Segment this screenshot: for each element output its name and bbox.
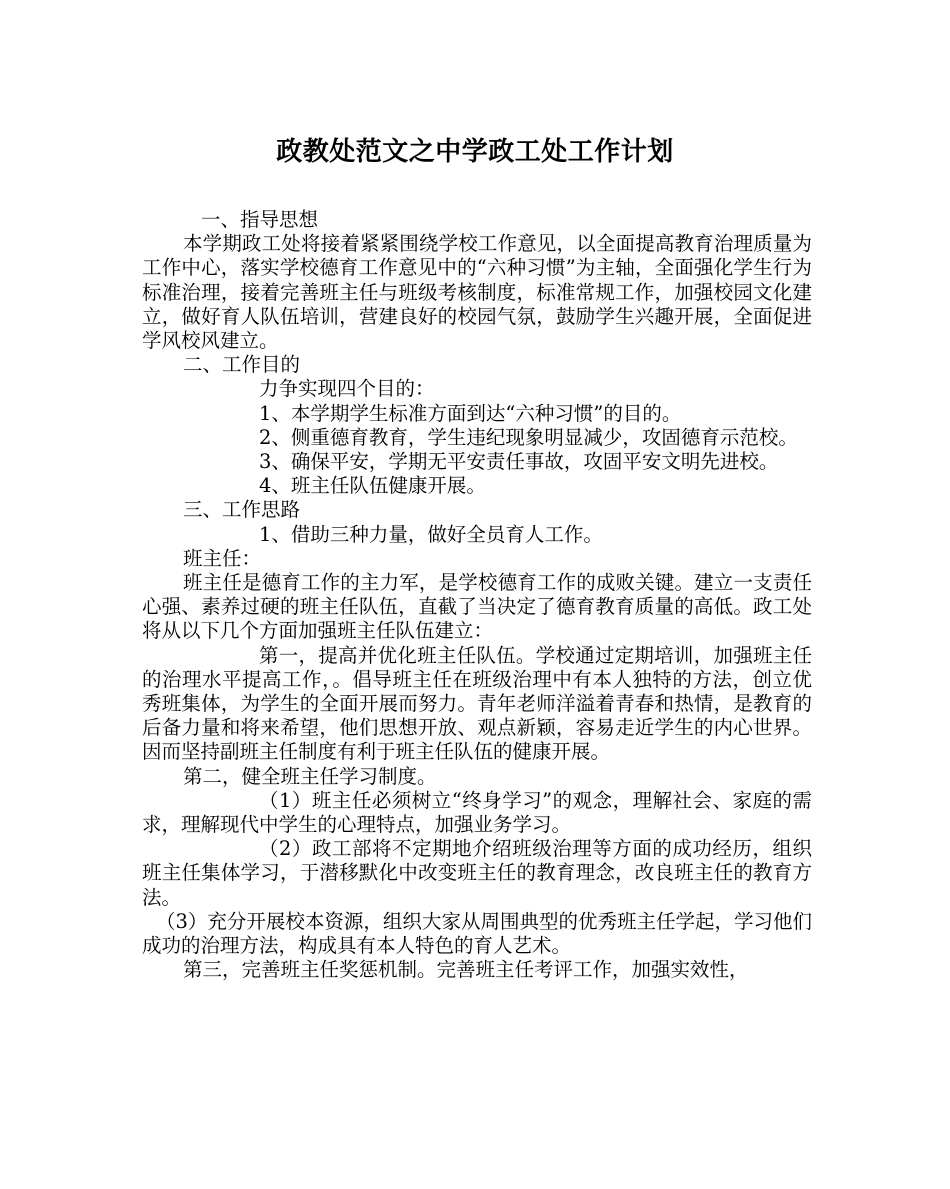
paragraph-second: 第二，健全班主任学习制度。: [183, 764, 437, 788]
section-heading-guiding-thought: 一、指导思想: [201, 208, 319, 231]
paragraph-head-teacher: 班主任是德育工作的主力军，是学校德育工作的成败关键。建立一支责任心强、素养过硬的班主任队伍，直截了当决定了德育教育质量的高低。政工处将从以下几个方面加强班主任队伍建立：: [142, 571, 812, 643]
list-item-1: （1）班主任必须树立“终身学习”的观念，理解社会、家庭的需求，理解现代中学生的心理特点，加强业务学习。: [142, 788, 812, 837]
goal-item-3: 3、确保平安，学期无平安责任事故，攻固平安文明先进校。: [259, 450, 779, 474]
list-item-3: （3）充分开展校本资源，组织大家从周围典型的优秀班主任学起，学习他们成功的治理方法，构成具有本人特色的育人艺术。: [142, 909, 812, 958]
paragraph-third: 第三，完善班主任奖惩机制。完善班主任考评工作，加强实效性，: [183, 958, 749, 982]
subheading-head-teacher: 班主任：: [183, 546, 262, 570]
goals-intro: 力争实现四个目的：: [259, 377, 435, 401]
section-heading-work-goals: 二、工作目的: [183, 353, 301, 377]
goal-item-4: 4、班主任队伍健康开展。: [259, 474, 486, 498]
goal-item-1: 1、本学期学生标准方面到达“六种习惯”的目的。: [259, 401, 682, 425]
document-title: 政教处范文之中学政工处工作计划: [276, 137, 674, 167]
goal-item-2: 2、侧重德育教育，学生违纪现象明显减少，攻固德育示范校。: [259, 425, 798, 449]
approach-item-1: 1、借助三种力量，做好全员育人工作。: [259, 522, 603, 546]
section-heading-work-approach: 三、工作思路: [183, 498, 301, 522]
list-item-2: （2）政工部将不定期地介绍班级治理等方面的成功经历，组织班主任集体学习，于潜移默化中改变班主任的教育理念，改良班主任的教育方法。: [142, 837, 812, 909]
document-body: [142, 208, 812, 983]
paragraph-first: 第一，提高并优化班主任队伍。学校通过定期培训，加强班主任的治理水平提高工作，。倡导班主任在班级治理中有本人独特的方法，创立优秀班集体，为学生的全面开展而努力。青年老师洋溢着青春和热情，是教育的后备力量和将来希望，他们思想开放、观点新颖，容易走近学生的内心世界。因而坚持副班主任制度有利于班主任队伍的健康开展。: [142, 643, 812, 764]
paragraph-guiding-thought: 本学期政工处将接着紧紧围绕学校工作意见，以全面提高教育治理质量为工作中心，落实学校德育工作意见中的“六种习惯”为主轴，全面强化学生行为标准治理，接着完善班主任与班级考核制度，标准常规工作，加强校园文化建立，做好育人队伍培训，营建良好的校园气氛，鼓励学生兴趣开展，全面促进学风校风建立。: [142, 232, 812, 353]
